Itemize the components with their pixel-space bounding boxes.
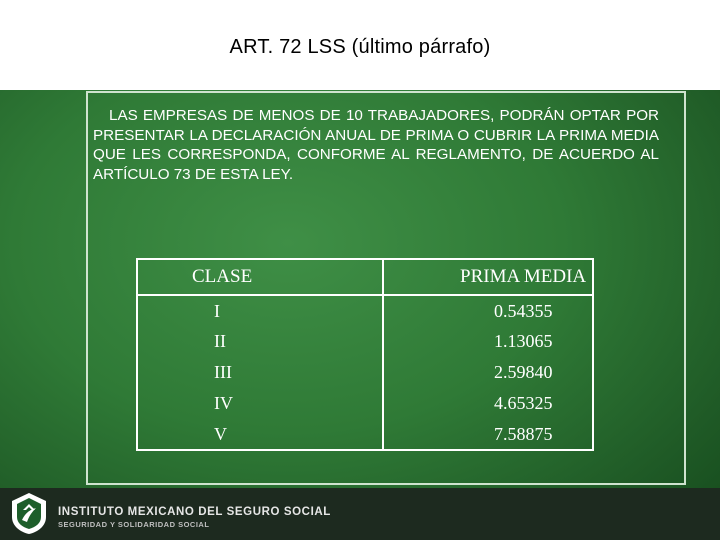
cell-prima: 2.59840	[494, 362, 553, 382]
cell-clase: IV	[137, 388, 383, 419]
table-row	[137, 388, 593, 419]
cell-prima: 4.65325	[494, 393, 553, 413]
cell-prima: 0.54355	[494, 300, 553, 321]
cell-clase: III	[137, 357, 383, 388]
table-row	[137, 295, 593, 326]
cell-prima: 1.13065	[494, 331, 553, 351]
institution-tagline: SEGURIDAD Y SOLIDARIDAD SOCIAL	[58, 520, 210, 529]
slide-title: ART. 72 LSS (último párrafo)	[229, 36, 491, 58]
table-row	[137, 419, 593, 450]
cell-clase: V	[137, 419, 383, 450]
institution-name: INSTITUTO MEXICANO DEL SEGURO SOCIAL	[58, 506, 331, 518]
imss-logo-icon	[8, 490, 50, 536]
cell-prima: 7.58875	[494, 423, 553, 444]
body-paragraph: LAS EMPRESAS DE MENOS DE 10 TRABAJADORES, PODRÁN OPTAR POR PRESENTAR LA DECLARACIÓN ANUAL DE PRIMA O CUBRIR LA PRIMA MEDIA QUE LES CORRESPONDA, CONFORME AL REGLAMENTO, DE ACUERDO AL ARTÍCULO 73 DE ESTA LEY.	[93, 107, 659, 183]
cell-clase: I	[137, 295, 383, 326]
header-prima-media: PRIMA MEDIA	[383, 259, 593, 295]
table-row	[137, 357, 593, 388]
header-clase: CLASE	[137, 259, 383, 295]
prima-table	[136, 258, 594, 451]
table-header-row	[137, 259, 593, 295]
cell-clase: II	[137, 326, 383, 357]
table-row	[137, 326, 593, 357]
